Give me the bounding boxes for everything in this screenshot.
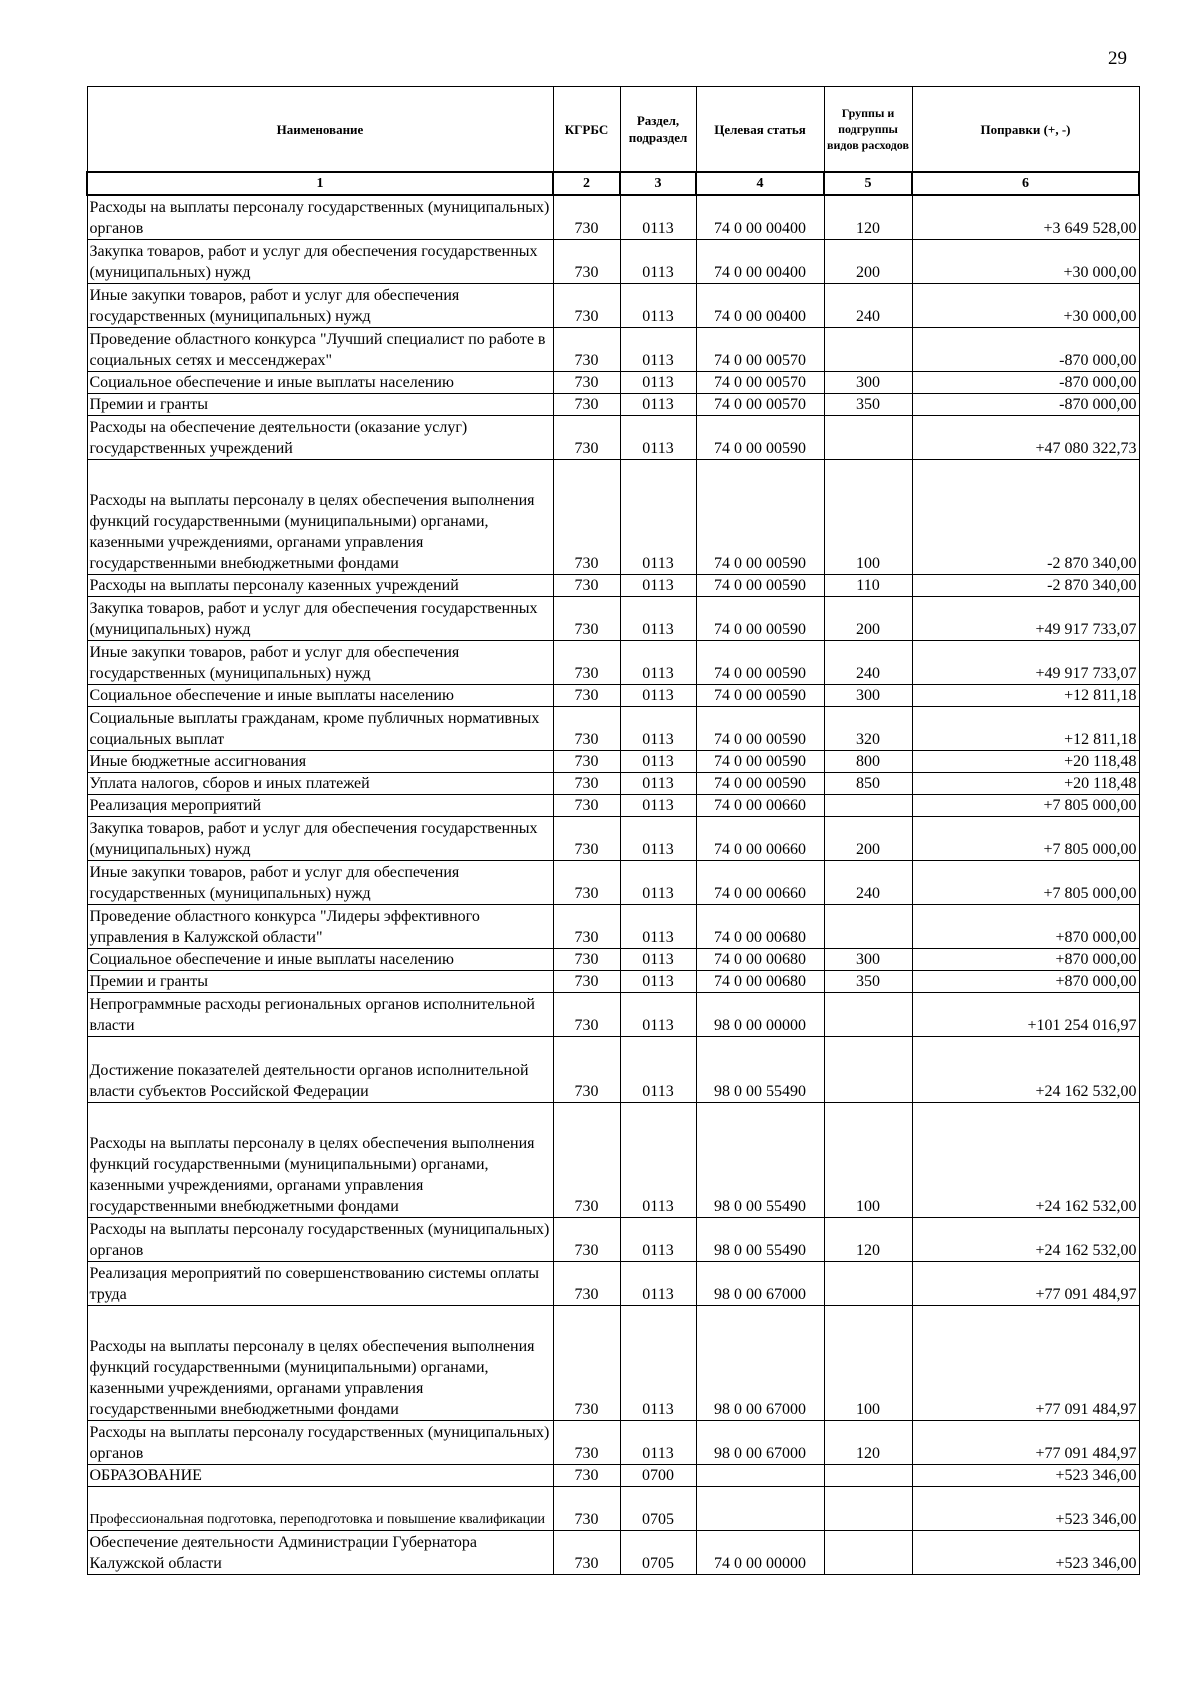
- row-amount: +523 346,00: [912, 1487, 1139, 1531]
- row-amount: +77 091 484,97: [912, 1306, 1139, 1421]
- table-row: [87, 372, 1139, 394]
- row-amount: +7 805 000,00: [912, 817, 1139, 861]
- row-amount: +49 917 733,07: [912, 641, 1139, 685]
- row-target: 74 0 00 00680: [696, 905, 824, 949]
- row-group: [824, 328, 912, 372]
- row-amount: +523 346,00: [912, 1465, 1139, 1487]
- row-name: Непрограммные расходы региональных органов исполнительной власти: [87, 993, 553, 1037]
- row-kgrbs: 730: [553, 416, 620, 460]
- row-name: Реализация мероприятий по совершенствованию системы оплаты труда: [87, 1262, 553, 1306]
- row-section: 0113: [620, 575, 696, 597]
- table-row: [87, 1103, 1139, 1218]
- row-group: 200: [824, 817, 912, 861]
- row-target: 74 0 00 00590: [696, 416, 824, 460]
- column-number: 4: [696, 172, 824, 195]
- row-section: 0113: [620, 460, 696, 575]
- row-section: 0113: [620, 284, 696, 328]
- row-kgrbs: 730: [553, 328, 620, 372]
- table-row: [87, 394, 1139, 416]
- row-amount: +20 118,48: [912, 773, 1139, 795]
- header-section: Раздел, подраздел: [620, 87, 696, 173]
- row-group: 110: [824, 575, 912, 597]
- row-target: 98 0 00 55490: [696, 1037, 824, 1103]
- row-group: [824, 1262, 912, 1306]
- row-group: 300: [824, 685, 912, 707]
- column-number: 1: [87, 172, 553, 195]
- row-section: 0113: [620, 195, 696, 240]
- header-kgrbs: КГРБС: [553, 87, 620, 173]
- row-name: Социальные выплаты гражданам, кроме публичных нормативных социальных выплат: [87, 707, 553, 751]
- row-group: 240: [824, 284, 912, 328]
- row-target: 74 0 00 00590: [696, 460, 824, 575]
- row-section: 0113: [620, 1218, 696, 1262]
- row-target: 74 0 00 00400: [696, 195, 824, 240]
- row-target: 74 0 00 00680: [696, 971, 824, 993]
- row-group: 320: [824, 707, 912, 751]
- row-amount: -2 870 340,00: [912, 575, 1139, 597]
- table-row: [87, 597, 1139, 641]
- header-target: Целевая статья: [696, 87, 824, 173]
- row-group: 100: [824, 460, 912, 575]
- row-target: 74 0 00 00660: [696, 861, 824, 905]
- row-name: Премии и гранты: [87, 394, 553, 416]
- budget-amendments-table: [86, 86, 1140, 1575]
- row-name: Проведение областного конкурса "Лучший специалист по работе в социальных сетях и мессенджерах": [87, 328, 553, 372]
- row-section: 0113: [620, 993, 696, 1037]
- column-number-row: [87, 172, 1139, 195]
- row-kgrbs: 730: [553, 1421, 620, 1465]
- table-row: [87, 773, 1139, 795]
- row-amount: +523 346,00: [912, 1531, 1139, 1575]
- row-group: 200: [824, 240, 912, 284]
- row-amount: +77 091 484,97: [912, 1421, 1139, 1465]
- table-row: [87, 575, 1139, 597]
- row-target: 74 0 00 00590: [696, 641, 824, 685]
- table-row: [87, 328, 1139, 372]
- row-kgrbs: 730: [553, 707, 620, 751]
- row-section: 0705: [620, 1531, 696, 1575]
- row-target: 98 0 00 67000: [696, 1421, 824, 1465]
- table-row: [87, 1262, 1139, 1306]
- row-amount: +7 805 000,00: [912, 795, 1139, 817]
- row-section: 0113: [620, 905, 696, 949]
- row-group: 200: [824, 597, 912, 641]
- row-amount: +12 811,18: [912, 707, 1139, 751]
- row-kgrbs: 730: [553, 949, 620, 971]
- row-name: Иные закупки товаров, работ и услуг для обеспечения государственных (муниципальных) нужд: [87, 861, 553, 905]
- table-row: [87, 751, 1139, 773]
- row-section: 0113: [620, 372, 696, 394]
- row-target: 74 0 00 00590: [696, 575, 824, 597]
- row-section: 0113: [620, 795, 696, 817]
- row-kgrbs: 730: [553, 1103, 620, 1218]
- row-section: 0113: [620, 861, 696, 905]
- row-amount: +101 254 016,97: [912, 993, 1139, 1037]
- row-kgrbs: 730: [553, 751, 620, 773]
- row-name: Социальное обеспечение и иные выплаты населению: [87, 372, 553, 394]
- row-kgrbs: 730: [553, 1487, 620, 1531]
- row-kgrbs: 730: [553, 597, 620, 641]
- row-group: [824, 1465, 912, 1487]
- row-section: 0113: [620, 597, 696, 641]
- row-amount: +24 162 532,00: [912, 1218, 1139, 1262]
- row-kgrbs: 730: [553, 971, 620, 993]
- row-section: 0113: [620, 240, 696, 284]
- row-group: 100: [824, 1103, 912, 1218]
- row-name: Расходы на выплаты персоналу в целях обеспечения выполнения функций государственными (муниципальными) органами, казенными учреждениями, органами управления государственными внебюджетными фондами: [87, 1306, 553, 1421]
- row-target: [696, 1487, 824, 1531]
- row-kgrbs: 730: [553, 1037, 620, 1103]
- row-target: 74 0 00 00000: [696, 1531, 824, 1575]
- row-amount: -2 870 340,00: [912, 460, 1139, 575]
- row-kgrbs: 730: [553, 773, 620, 795]
- row-name: Закупка товаров, работ и услуг для обеспечения государственных (муниципальных) нужд: [87, 597, 553, 641]
- table-row: [87, 949, 1139, 971]
- row-target: 74 0 00 00590: [696, 685, 824, 707]
- row-group: 350: [824, 394, 912, 416]
- row-name: Расходы на выплаты персоналу в целях обеспечения выполнения функций государственными (муниципальными) органами, казенными учреждениями, органами управления государственными внебюджетными фондами: [87, 460, 553, 575]
- column-number: 3: [620, 172, 696, 195]
- table-row: [87, 1037, 1139, 1103]
- table-row: [87, 1306, 1139, 1421]
- row-group: 350: [824, 971, 912, 993]
- row-amount: +30 000,00: [912, 240, 1139, 284]
- row-target: 98 0 00 00000: [696, 993, 824, 1037]
- row-name: Расходы на выплаты персоналу государственных (муниципальных) органов: [87, 1421, 553, 1465]
- table-row: [87, 1218, 1139, 1262]
- table-row: [87, 195, 1139, 240]
- row-kgrbs: 730: [553, 1262, 620, 1306]
- row-section: 0113: [620, 707, 696, 751]
- table-row: [87, 707, 1139, 751]
- row-group: 240: [824, 861, 912, 905]
- row-amount: +30 000,00: [912, 284, 1139, 328]
- row-kgrbs: 730: [553, 861, 620, 905]
- row-kgrbs: 730: [553, 394, 620, 416]
- row-name: Закупка товаров, работ и услуг для обеспечения государственных (муниципальных) нужд: [87, 240, 553, 284]
- row-group: [824, 1487, 912, 1531]
- row-kgrbs: 730: [553, 685, 620, 707]
- row-target: 98 0 00 55490: [696, 1218, 824, 1262]
- row-section: 0113: [620, 971, 696, 993]
- row-kgrbs: 730: [553, 1465, 620, 1487]
- row-group: [824, 1531, 912, 1575]
- row-kgrbs: 730: [553, 795, 620, 817]
- table-row: [87, 971, 1139, 993]
- header-groups-label: Группы и подгруппы видов расходов: [827, 106, 909, 152]
- row-section: 0113: [620, 1306, 696, 1421]
- row-target: 74 0 00 00590: [696, 707, 824, 751]
- row-section: 0113: [620, 751, 696, 773]
- row-amount: +24 162 532,00: [912, 1037, 1139, 1103]
- row-name: Расходы на выплаты персоналу в целях обеспечения выполнения функций государственными (муниципальными) органами, казенными учреждениями, органами управления государственными внебюджетными фондами: [87, 1103, 553, 1218]
- row-kgrbs: 730: [553, 817, 620, 861]
- row-kgrbs: 730: [553, 1306, 620, 1421]
- row-section: 0113: [620, 1037, 696, 1103]
- row-kgrbs: 730: [553, 1531, 620, 1575]
- row-name: Закупка товаров, работ и услуг для обеспечения государственных (муниципальных) нужд: [87, 817, 553, 861]
- row-kgrbs: 730: [553, 575, 620, 597]
- row-target: 74 0 00 00590: [696, 773, 824, 795]
- table-row: [87, 861, 1139, 905]
- row-group: 240: [824, 641, 912, 685]
- row-section: 0113: [620, 1103, 696, 1218]
- row-name: Социальное обеспечение и иные выплаты населению: [87, 949, 553, 971]
- row-amount: +870 000,00: [912, 971, 1139, 993]
- row-section: 0113: [620, 641, 696, 685]
- row-kgrbs: 730: [553, 641, 620, 685]
- row-name: Профессиональная подготовка, переподготовка и повышение квалификации: [87, 1487, 553, 1531]
- column-number: 2: [553, 172, 620, 195]
- row-group: 300: [824, 372, 912, 394]
- table-row: [87, 641, 1139, 685]
- row-target: 74 0 00 00570: [696, 394, 824, 416]
- row-group: 100: [824, 1306, 912, 1421]
- row-kgrbs: 730: [553, 240, 620, 284]
- table-row: [87, 460, 1139, 575]
- table-row: [87, 817, 1139, 861]
- table-header-row: [87, 87, 1139, 173]
- row-group: [824, 1037, 912, 1103]
- row-section: 0113: [620, 817, 696, 861]
- table-row: [87, 685, 1139, 707]
- row-section: 0113: [620, 685, 696, 707]
- row-group: 120: [824, 1218, 912, 1262]
- row-name: Иные закупки товаров, работ и услуг для обеспечения государственных (муниципальных) нужд: [87, 641, 553, 685]
- row-name: Расходы на обеспечение деятельности (оказание услуг) государственных учреждений: [87, 416, 553, 460]
- row-target: 74 0 00 00400: [696, 284, 824, 328]
- row-group: [824, 993, 912, 1037]
- row-name: Уплата налогов, сборов и иных платежей: [87, 773, 553, 795]
- row-amount: +24 162 532,00: [912, 1103, 1139, 1218]
- row-name: Проведение областного конкурса "Лидеры эффективного управления в Калужской области": [87, 905, 553, 949]
- table-row: [87, 1531, 1139, 1575]
- row-target: 74 0 00 00570: [696, 372, 824, 394]
- row-amount: +870 000,00: [912, 905, 1139, 949]
- row-target: 74 0 00 00680: [696, 949, 824, 971]
- column-number: 5: [824, 172, 912, 195]
- row-name: Достижение показателей деятельности органов исполнительной власти субъектов Российской Федерации: [87, 1037, 553, 1103]
- row-target: 74 0 00 00400: [696, 240, 824, 284]
- table-row: [87, 240, 1139, 284]
- row-name: Расходы на выплаты персоналу государственных (муниципальных) органов: [87, 1218, 553, 1262]
- page-number: 29: [1108, 48, 1127, 69]
- row-target: 74 0 00 00570: [696, 328, 824, 372]
- row-kgrbs: 730: [553, 1218, 620, 1262]
- row-group: 120: [824, 1421, 912, 1465]
- row-amount: -870 000,00: [912, 372, 1139, 394]
- table-row: [87, 1421, 1139, 1465]
- table-row: [87, 795, 1139, 817]
- row-amount: +47 080 322,73: [912, 416, 1139, 460]
- row-target: 98 0 00 67000: [696, 1306, 824, 1421]
- row-target: 98 0 00 67000: [696, 1262, 824, 1306]
- row-kgrbs: 730: [553, 460, 620, 575]
- header-name: Наименование: [87, 87, 553, 173]
- table-row: [87, 1487, 1139, 1531]
- row-name: Обеспечение деятельности Администрации Губернатора Калужской области: [87, 1531, 553, 1575]
- row-group: 800: [824, 751, 912, 773]
- row-amount: +12 811,18: [912, 685, 1139, 707]
- row-kgrbs: 730: [553, 195, 620, 240]
- row-amount: +870 000,00: [912, 949, 1139, 971]
- row-name: Иные закупки товаров, работ и услуг для обеспечения государственных (муниципальных) нужд: [87, 284, 553, 328]
- row-kgrbs: 730: [553, 905, 620, 949]
- row-amount: -870 000,00: [912, 394, 1139, 416]
- row-target: 74 0 00 00590: [696, 597, 824, 641]
- row-group: 300: [824, 949, 912, 971]
- row-group: 120: [824, 195, 912, 240]
- row-section: 0113: [620, 773, 696, 795]
- row-name: Премии и гранты: [87, 971, 553, 993]
- row-amount: +7 805 000,00: [912, 861, 1139, 905]
- row-kgrbs: 730: [553, 372, 620, 394]
- row-group: 850: [824, 773, 912, 795]
- row-section: 0700: [620, 1465, 696, 1487]
- table-row: [87, 905, 1139, 949]
- table-row: [87, 993, 1139, 1037]
- row-section: 0705: [620, 1487, 696, 1531]
- header-groups: [824, 87, 912, 173]
- row-name: Расходы на выплаты персоналу государственных (муниципальных) органов: [87, 195, 553, 240]
- row-section: 0113: [620, 1262, 696, 1306]
- row-amount: -870 000,00: [912, 328, 1139, 372]
- row-kgrbs: 730: [553, 284, 620, 328]
- column-number: 6: [912, 172, 1139, 195]
- row-name: Социальное обеспечение и иные выплаты населению: [87, 685, 553, 707]
- row-name: ОБРАЗОВАНИЕ: [87, 1465, 553, 1487]
- row-target: 98 0 00 55490: [696, 1103, 824, 1218]
- table-row: [87, 284, 1139, 328]
- row-section: 0113: [620, 1421, 696, 1465]
- row-name: Реализация мероприятий: [87, 795, 553, 817]
- row-kgrbs: 730: [553, 993, 620, 1037]
- row-name: Расходы на выплаты персоналу казенных учреждений: [87, 575, 553, 597]
- row-section: 0113: [620, 949, 696, 971]
- table-row: [87, 416, 1139, 460]
- row-section: 0113: [620, 416, 696, 460]
- row-amount: +77 091 484,97: [912, 1262, 1139, 1306]
- row-group: [824, 905, 912, 949]
- row-amount: +49 917 733,07: [912, 597, 1139, 641]
- row-group: [824, 416, 912, 460]
- row-name: Иные бюджетные ассигнования: [87, 751, 553, 773]
- row-target: 74 0 00 00590: [696, 751, 824, 773]
- row-amount: +20 118,48: [912, 751, 1139, 773]
- row-target: 74 0 00 00660: [696, 795, 824, 817]
- row-section: 0113: [620, 394, 696, 416]
- row-target: [696, 1465, 824, 1487]
- row-target: 74 0 00 00660: [696, 817, 824, 861]
- row-group: [824, 795, 912, 817]
- row-amount: +3 649 528,00: [912, 195, 1139, 240]
- row-section: 0113: [620, 328, 696, 372]
- header-amendments: Поправки (+, -): [912, 87, 1139, 173]
- table-row: [87, 1465, 1139, 1487]
